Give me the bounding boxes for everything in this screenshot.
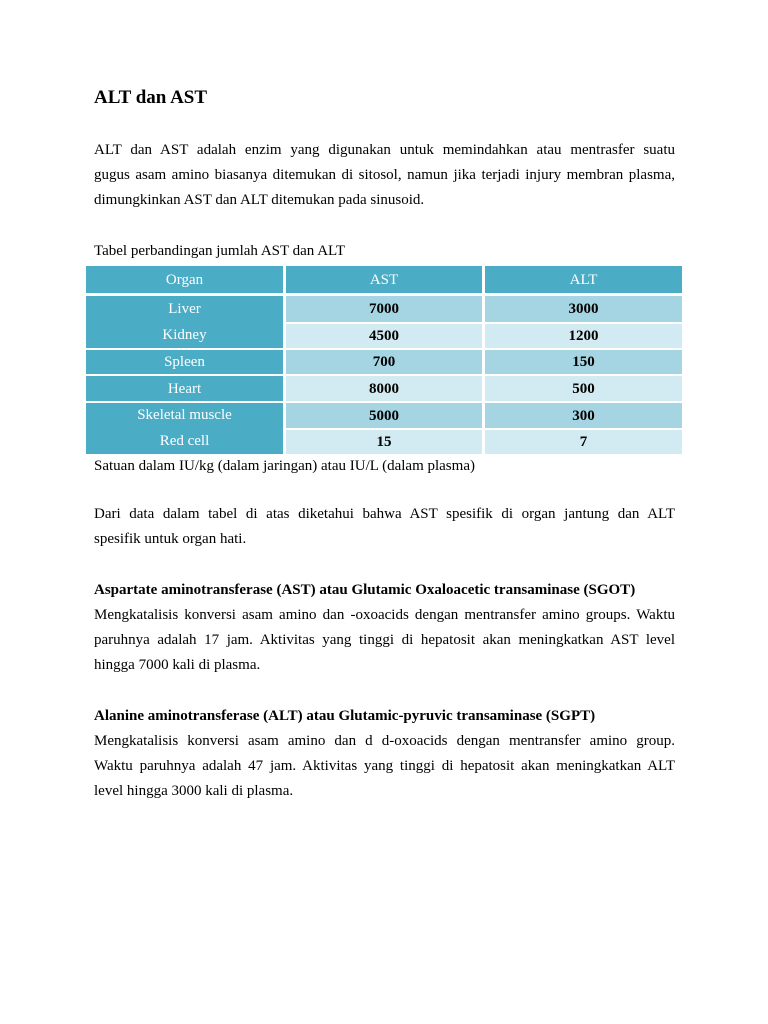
alt-section-heading: Alanine aminotransferase (ALT) atau Glutamic-pyruvic transaminase (SGPT) bbox=[94, 708, 596, 724]
ast-section-heading: Aspartate aminotransferase (AST) atau Glutamic Oxaloacetic transaminase (SGOT) bbox=[94, 582, 636, 598]
header-alt: ALT bbox=[485, 266, 682, 293]
ast-cell: 4500 bbox=[286, 324, 482, 348]
organ-cell: Kidney bbox=[162, 326, 207, 343]
intro-line: ALT dan AST adalah enzim yang digunakan untuk memindahkan atau mentrasfer suatu bbox=[94, 142, 675, 158]
alt-section-paragraph bbox=[94, 729, 675, 804]
alt-cell: 300 bbox=[485, 403, 682, 428]
organ-cell: Skeletal muscle bbox=[137, 407, 232, 423]
alt-section-line: level hingga 3000 kali di plasma. bbox=[94, 783, 294, 799]
header-organ: Organ bbox=[86, 266, 283, 293]
conclusion-line: spesifik untuk organ hati. bbox=[94, 531, 247, 547]
intro-line: gugus asam amino biasanya ditemukan di sitosol, namun jika terjadi injury membran plasma, bbox=[94, 167, 675, 183]
ast-section-line: Mengkatalisis konversi asam amino dan -oxoacids dengan mentransfer amino groups. Waktu bbox=[94, 607, 675, 623]
ast-cell: 7000 bbox=[286, 296, 482, 322]
ast-section-line: paruhnya adalah 17 jam. Aktivitas yang tinggi di hepatosit akan meningkatkan AST level bbox=[94, 632, 675, 648]
organ-cell: Liver bbox=[168, 300, 201, 317]
alt-cell: 150 bbox=[485, 350, 682, 374]
conclusion-paragraph bbox=[94, 502, 675, 552]
alt-section-line: Mengkatalisis konversi asam amino dan d d-oxoacids dengan mentransfer amino group. bbox=[94, 733, 675, 749]
organ-cell: Spleen bbox=[164, 354, 205, 370]
alt-section-line: Waktu paruhnya adalah 47 jam. Aktivitas yang tinggi di hepatosit akan meningkatkan ALT bbox=[94, 758, 675, 774]
ast-cell: 700 bbox=[286, 350, 482, 374]
alt-cell: 1200 bbox=[485, 324, 682, 348]
table-caption: Tabel perbandingan jumlah AST dan ALT bbox=[94, 243, 345, 259]
alt-cell: 3000 bbox=[485, 296, 682, 322]
conclusion-line: Dari data dalam tabel di atas diketahui bahwa AST spesifik di organ jantung dan ALT bbox=[94, 506, 675, 522]
ast-section-paragraph bbox=[94, 603, 675, 678]
page-title: ALT dan AST bbox=[94, 87, 208, 108]
ast-cell: 15 bbox=[286, 430, 482, 454]
ast-section-line: hingga 7000 kali di plasma. bbox=[94, 657, 261, 673]
alt-cell: 500 bbox=[485, 376, 682, 401]
organ-cell: Heart bbox=[167, 380, 202, 397]
intro-paragraph bbox=[94, 138, 675, 213]
table-footnote: Satuan dalam IU/kg (dalam jaringan) atau IU/L (dalam plasma) bbox=[94, 458, 475, 474]
intro-line: dimungkinkan AST dan ALT ditemukan pada sinusoid. bbox=[94, 192, 425, 208]
alt-cell: 7 bbox=[485, 430, 682, 454]
comparison-table bbox=[86, 266, 682, 454]
organ-cell: Red cell bbox=[159, 432, 210, 449]
ast-cell: 8000 bbox=[286, 376, 482, 401]
header-ast: AST bbox=[286, 266, 482, 293]
ast-cell: 5000 bbox=[286, 403, 482, 428]
